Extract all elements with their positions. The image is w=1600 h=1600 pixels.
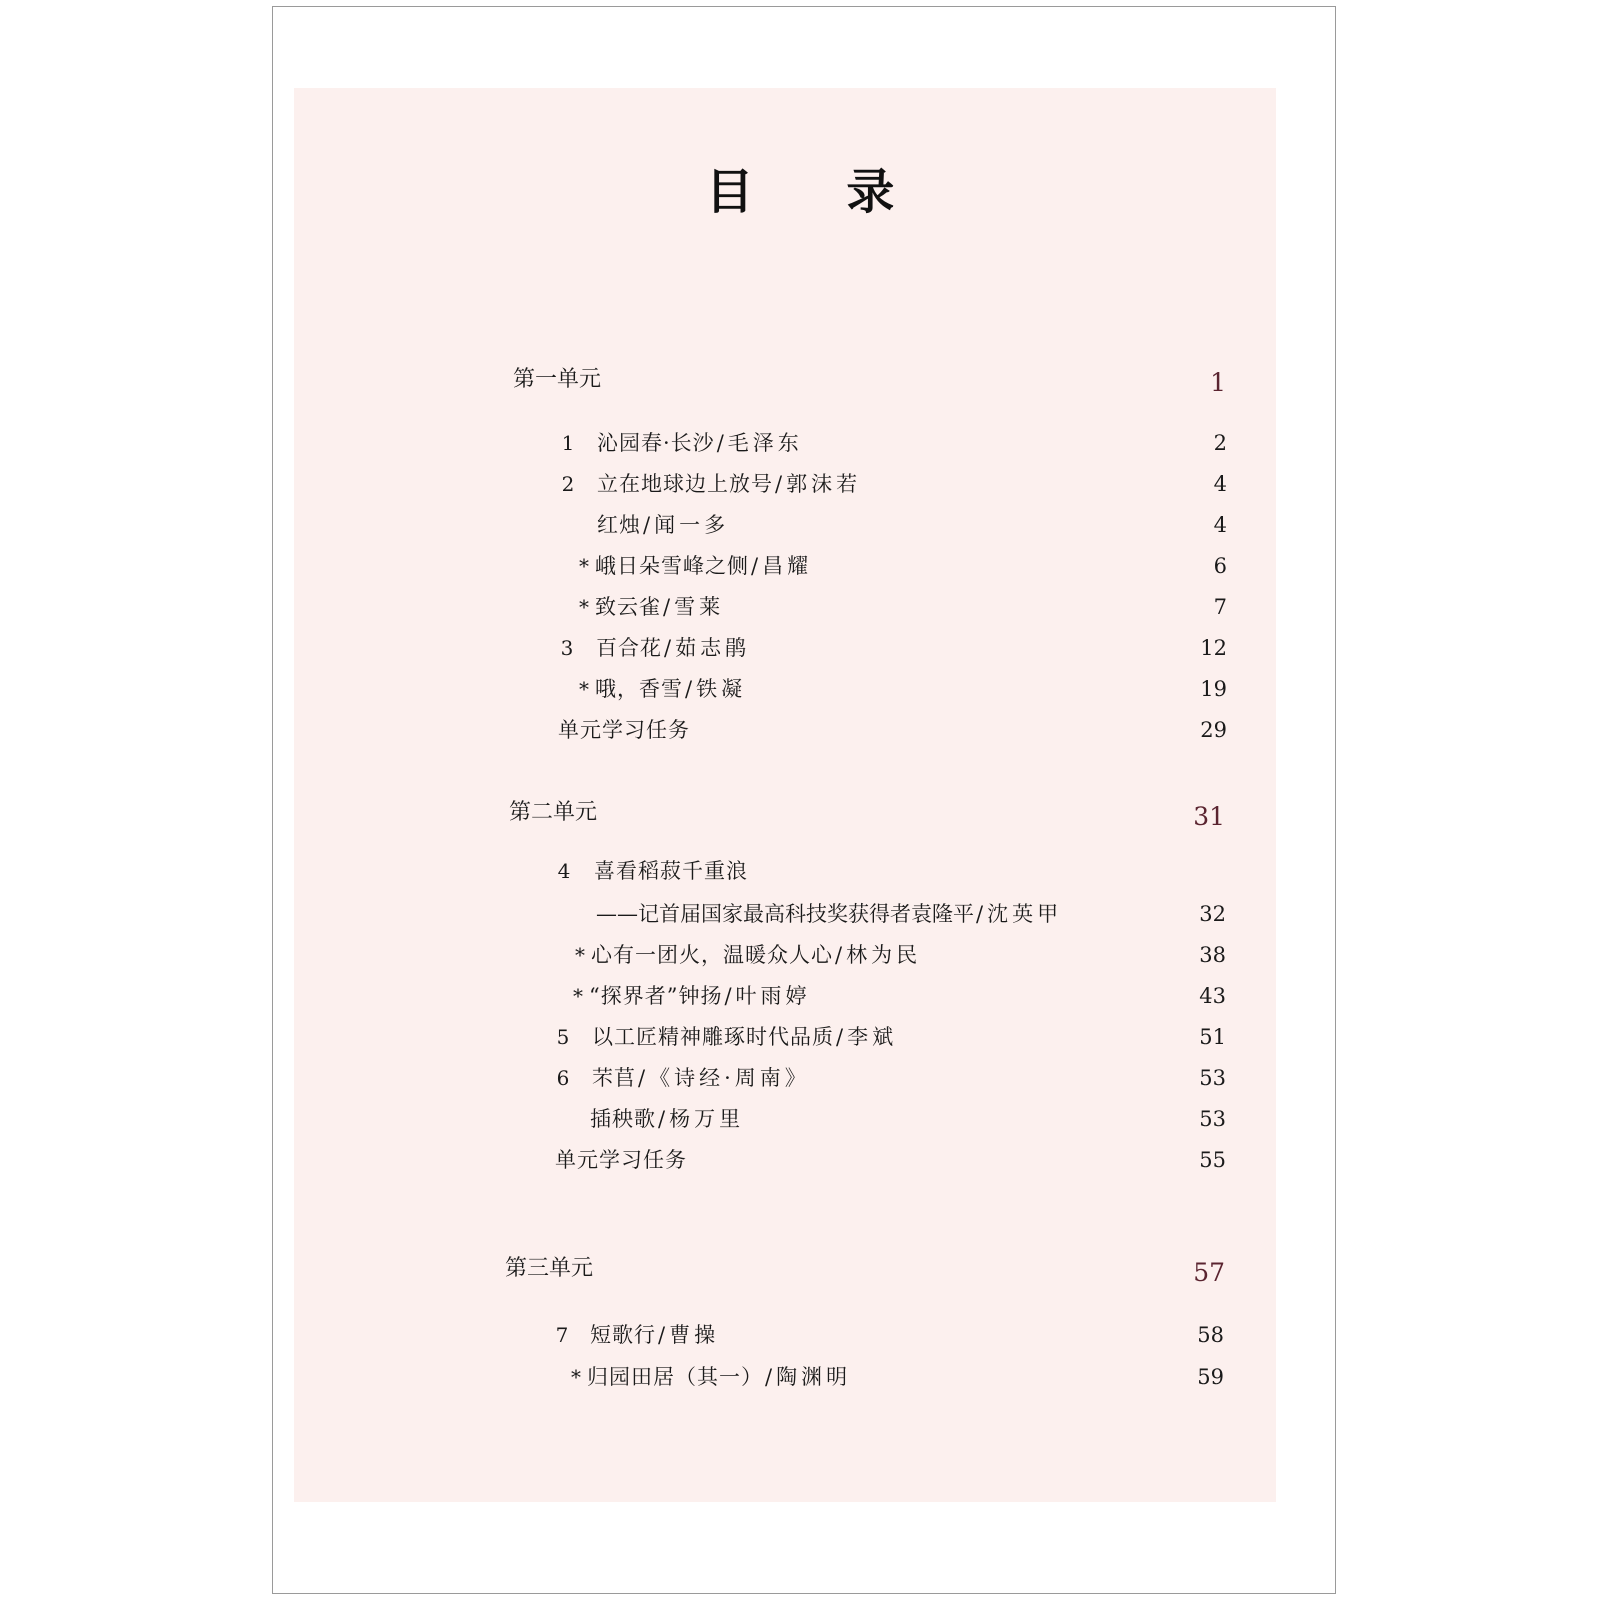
entry-title: 哦，香雪/铁凝 xyxy=(595,677,747,701)
entry-title: 百合花/茹志鹃 xyxy=(596,636,751,660)
unit-page-number: 31 xyxy=(1193,802,1225,831)
entry-page: 2 xyxy=(1213,431,1227,455)
entry-page: 51 xyxy=(1199,1025,1226,1049)
entry-author: /李斌 xyxy=(836,1025,898,1049)
entry-title: 以工匠精神雕琢时代品质/李斌 xyxy=(592,1025,898,1049)
lesson-number: 2 xyxy=(561,472,575,496)
entry-page: 12 xyxy=(1200,636,1227,660)
entry-author: /雪莱 xyxy=(663,595,725,619)
entry-page: 38 xyxy=(1199,943,1226,967)
entry-author: /郭沫若 xyxy=(775,472,862,496)
entry-page: 4 xyxy=(1213,513,1227,537)
entry-title: 单元学习任务 xyxy=(555,1148,687,1172)
entry-title: 立在地球边上放号/郭沫若 xyxy=(597,472,862,496)
lesson-number: 1 xyxy=(561,431,575,455)
entry-author: /昌耀 xyxy=(751,554,813,578)
unit-heading[interactable]: 第三单元 xyxy=(505,1256,594,1281)
entry-page: 53 xyxy=(1199,1107,1226,1131)
optional-star: * xyxy=(573,984,583,1008)
lesson-number: 4 xyxy=(557,859,571,883)
entry-title: 单元学习任务 xyxy=(558,718,690,742)
entry-title: 峨日朵雪峰之侧/昌耀 xyxy=(595,554,813,578)
lesson-number: 3 xyxy=(560,636,574,660)
entry-author: /陶渊明 xyxy=(765,1365,852,1389)
unit-page-number: 57 xyxy=(1193,1258,1225,1287)
entry-page: 6 xyxy=(1213,554,1227,578)
entry-page: 43 xyxy=(1199,984,1226,1008)
entry-title: 归园田居（其一）/陶渊明 xyxy=(587,1365,852,1389)
optional-star: * xyxy=(571,1365,581,1389)
entry-page: 29 xyxy=(1200,718,1227,742)
toc-panel xyxy=(294,88,1276,1502)
optional-star: * xyxy=(579,595,589,619)
unit-page-number: 1 xyxy=(1210,368,1226,397)
unit-heading[interactable]: 第二单元 xyxy=(509,800,598,825)
entry-title: 沁园春·长沙/毛泽东 xyxy=(597,431,803,455)
entry-title: 短歌行/曹操 xyxy=(590,1323,720,1347)
entry-title: 致云雀/雪莱 xyxy=(595,595,725,619)
entry-author: /沈英甲 xyxy=(976,902,1063,926)
entry-page: 53 xyxy=(1199,1066,1226,1090)
entry-author: /林为民 xyxy=(835,943,922,967)
optional-star: * xyxy=(579,554,589,578)
entry-author: /曹操 xyxy=(658,1323,720,1347)
entry-subtitle: ——记首届国家最高科技奖获得者袁隆平/沈英甲 xyxy=(596,902,1063,926)
entry-page: 58 xyxy=(1197,1323,1224,1347)
unit-heading[interactable]: 第一单元 xyxy=(513,367,602,392)
entry-author: /叶雨婷 xyxy=(724,984,811,1008)
entry-author: /毛泽东 xyxy=(716,431,803,455)
entry-title: 心有一团火，温暖众人心/林为民 xyxy=(591,943,922,967)
entry-page: 55 xyxy=(1199,1148,1226,1172)
entry-author: /闻一多 xyxy=(643,513,730,537)
toc-title: 目 录 xyxy=(705,164,933,220)
entry-title: 插秧歌/杨万里 xyxy=(590,1107,745,1131)
lesson-number: 6 xyxy=(556,1066,570,1090)
entry-author: /铁凝 xyxy=(685,677,747,701)
entry-title: 喜看稻菽千重浪 xyxy=(594,859,748,883)
lesson-number: 5 xyxy=(556,1025,570,1049)
entry-page: 32 xyxy=(1199,902,1226,926)
optional-star: * xyxy=(579,677,589,701)
entry-author: /茹志鹃 xyxy=(664,636,751,660)
entry-title: 芣苢/《诗经·周南》 xyxy=(592,1066,810,1090)
lesson-number: 7 xyxy=(555,1323,569,1347)
optional-star: * xyxy=(575,943,585,967)
entry-author: /《诗经·周南》 xyxy=(638,1066,810,1090)
entry-author: /杨万里 xyxy=(658,1107,745,1131)
entry-title: “探界者”钟扬/叶雨婷 xyxy=(589,984,811,1008)
entry-page: 19 xyxy=(1200,677,1227,701)
entry-page: 59 xyxy=(1197,1365,1224,1389)
entry-page: 4 xyxy=(1213,472,1227,496)
entry-page: 7 xyxy=(1213,595,1227,619)
entry-title: 红烛/闻一多 xyxy=(597,513,730,537)
